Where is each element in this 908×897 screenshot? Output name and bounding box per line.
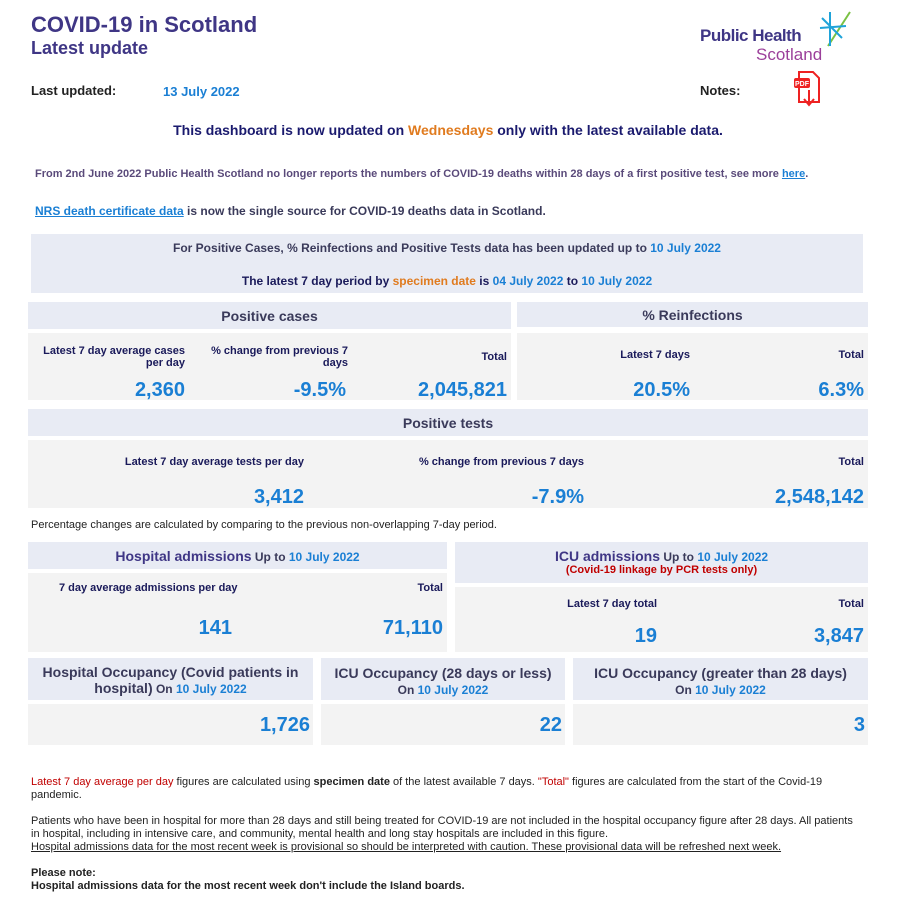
hospital-occupancy-value: 1,726 <box>259 714 310 736</box>
last-updated-label: Last updated: <box>31 83 117 98</box>
last-updated-value: 13 July 2022 <box>163 84 240 99</box>
reinfections-7day-value: 20.5% <box>633 379 690 401</box>
tests-total-value: 2,548,142 <box>775 486 864 508</box>
icu-occupancy-28-header: ICU Occupancy (28 days or less) On 10 July 2022 <box>321 658 565 700</box>
hospital-admissions-panel: 7 day average admissions per day 141 Total 71,110 <box>28 573 447 652</box>
nrs-link[interactable]: NRS death certificate data <box>35 204 184 218</box>
page-subtitle: Latest update <box>31 38 149 58</box>
star-logo-icon <box>818 10 852 50</box>
icu-occupancy-28-value: 22 <box>539 714 562 736</box>
icu-occupancy-over28-panel <box>573 704 868 745</box>
reinfections-total-value: 6.3% <box>818 379 864 401</box>
tests-avg-value: 3,412 <box>253 486 304 508</box>
icu-admissions-header: ICU admissions Up to 10 July 2022 (Covid-19 linkage by PCR tests only) <box>455 542 868 583</box>
cases-total-value: 2,045,821 <box>418 379 507 401</box>
icu-occupancy-28-panel <box>321 704 565 745</box>
update-banner: This dashboard is now updated on Wednesdays only with the latest available data. <box>173 122 723 138</box>
pdf-download-icon[interactable] <box>793 70 825 110</box>
cases-avg-value: 2,360 <box>134 379 185 401</box>
tests-change-value: -7.9% <box>531 486 584 508</box>
phs-logo: Public Health Scotland <box>700 10 855 68</box>
cases-change-value: -9.5% <box>293 379 346 401</box>
info-box: For Positive Cases, % Reinfections and Positive Tests data has been updated up to 10 July 2022 The latest 7 day period by specimen date is 04 July 2022 to 10 July 2022 <box>31 234 863 293</box>
svg-text:PDF: PDF <box>795 81 809 88</box>
page-title: COVID-19 in Scotland <box>31 12 258 37</box>
admissions-avg-value: 141 <box>198 617 232 639</box>
positive-cases-panel: Latest 7 day average cases per day 2,360 % change from previous 7 days -9.5% Total 2,045,821 <box>28 333 511 400</box>
icu-7day-value: 19 <box>634 625 657 647</box>
icu-occupancy-over28-header: ICU Occupancy (greater than 28 days) On 10 July 2022 <box>573 658 868 700</box>
positive-tests-header: Positive tests <box>28 409 868 436</box>
footnote-provisional: Hospital admissions data for the most recent week is provisional so should be interpreted with caution. These provisional data will be refreshed next week. <box>31 841 782 853</box>
footnote-average: Latest 7 day average per day figures are calculated using specimen date of the latest available 7 days. "Total" figures are calculated from the start of the Covid-19 pandemic. <box>31 776 823 801</box>
positive-tests-panel: Latest 7 day average tests per day 3,412 % change from previous 7 days -7.9% Total 2,548,142 <box>28 440 868 508</box>
positive-cases-header: Positive cases <box>28 302 511 329</box>
hospital-occupancy-panel <box>28 704 313 745</box>
icu-total-value: 3,847 <box>813 625 864 647</box>
nrs-notice: NRS death certificate data is now the single source for COVID-19 deaths data in Scotland. <box>35 204 546 218</box>
hospital-admissions-header: Hospital admissions Up to 10 July 2022 <box>28 542 447 569</box>
icu-admissions-panel: Latest 7 day total 19 Total 3,847 <box>455 587 868 652</box>
here-link[interactable]: here <box>781 168 806 180</box>
hospital-occupancy-header: Hospital Occupancy (Covid patients in hospital) On 10 July 2022 <box>28 658 313 700</box>
reinfections-header: % Reinfections <box>517 302 868 327</box>
deaths-notice: From 2nd June 2022 Public Health Scotland no longer reports the numbers of COVID-19 deaths within 28 days of a first positive test, see more here. <box>35 168 809 180</box>
admissions-total-value: 71,110 <box>382 617 443 639</box>
icu-occupancy-over28-value: 3 <box>853 714 865 736</box>
island-boards-note: Hospital admissions data for the most recent week don't include the Island boards. <box>31 880 465 892</box>
percentage-note: Percentage changes are calculated by comparing to the previous non-overlapping 7-day period. <box>31 519 497 531</box>
footnote-occupancy: Patients who have been in hospital for more than 28 days and still being treated for COVID-19 are not included in the hospital occupancy figure after 28 days. All patients in hospital, including in intensive care, and community, mental health and long stay hospitals are included in this figure. <box>31 815 853 840</box>
please-note-label: Please note: <box>31 867 96 879</box>
notes-label: Notes: <box>700 83 741 98</box>
reinfections-panel: Latest 7 days 20.5% Total 6.3% <box>517 333 868 400</box>
